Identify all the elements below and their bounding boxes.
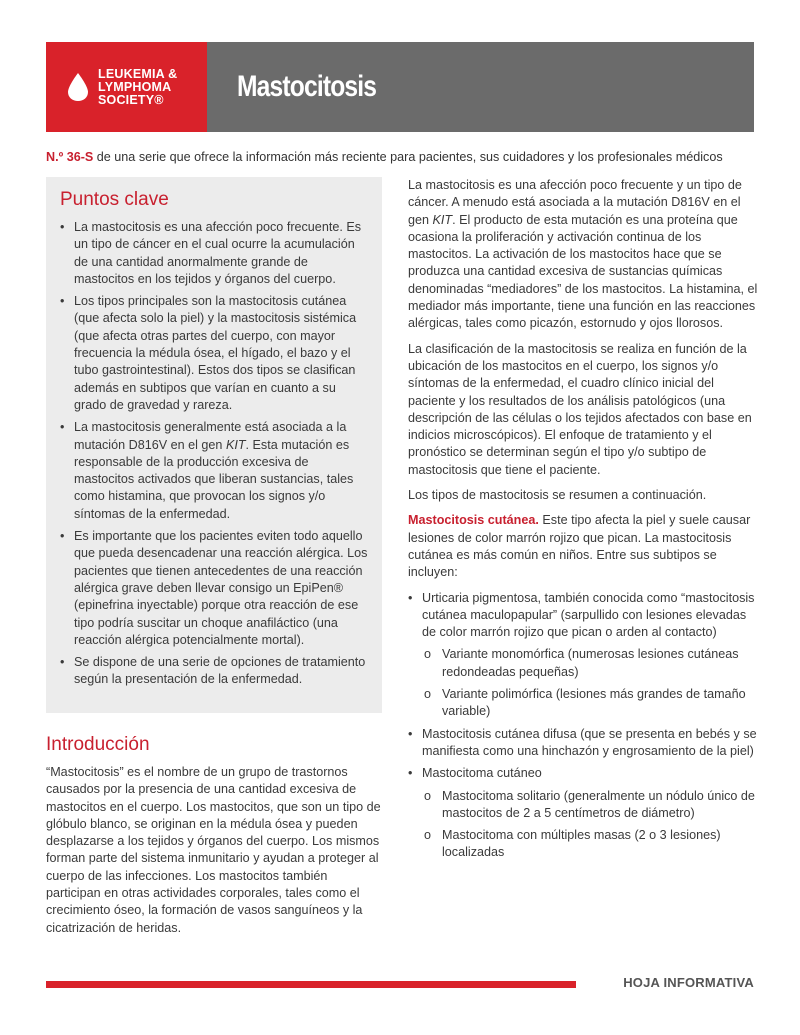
paragraph-classification: La clasificación de la mastocitosis se realiza en función de la ubicación de los mastocitos en el cuerpo, los signos y/o síntomas de la enfermedad, el cuadro clínico inicial del paciente y los resultados de los análisis patológicos (una descripción de las células o los tejidos afectados con base en indicios microscópicos). El enfoque de tratamiento y el pronóstico se determinan según el tipo y/o subtipo de mastocitosis que tiene el paciente. xyxy=(408,341,752,477)
key-points-box xyxy=(46,177,382,713)
logo-line-2: LYMPHOMA xyxy=(98,79,172,94)
page-title: Mastocitosis xyxy=(237,70,377,103)
sub-list xyxy=(422,646,758,720)
sub-list-item: o Mastocitoma solitario (generalmente un nódulo único de mastocitos de 2 a 5 centímetros de diámetro) xyxy=(422,788,758,823)
list-item xyxy=(60,654,370,689)
paragraph-definition xyxy=(408,177,758,333)
list-item xyxy=(60,219,370,288)
footer-label: HOJA INFORMATIVA xyxy=(623,975,754,990)
series-line xyxy=(46,150,766,164)
title-bar xyxy=(207,42,754,132)
paragraph-cutaneous xyxy=(408,512,758,581)
list-item xyxy=(408,590,758,721)
list-item-text: Se dispone de una serie de opciones de tratamiento según la presentación de la enfermedad. xyxy=(74,655,366,687)
list-item xyxy=(60,419,370,523)
blood-drop-icon xyxy=(68,73,88,101)
list-item-text: La mastocitosis generalmente está asociada a la mutación D816V en el gen xyxy=(74,420,347,452)
series-number: N.º 36-S xyxy=(46,150,94,164)
list-item-text: Los tipos principales son la mastocitosis cutánea (que afecta solo la piel) y la mastocitosis sistémica (que afecta otras partes del cuerpo, con mayor frecuencia la médula ósea, el hígado, el bazo y el tubo gastrointestinal). Estos dos tipos se clasifican además en subtipos que varían en cuanto a su grado de gravedad y rareza. xyxy=(74,294,357,412)
intro-paragraph: “Mastocitosis” es el nombre de un grupo de trastornos causados por la presencia de una cantidad excesiva de mastocitos en el cuerpo. Los mastocitos, que son un tipo de glóbulo blanco, se originan en la médula ósea y pueden desplazarse a los tejidos y órganos del cuerpo. Los mismos forman parte del sistema inmunitario y ayudan a proteger al cuerpo de las infecciones. Los mastocitos también participan en otras actividades corporales, tales como el crecimiento óseo, la formación de vasos sanguíneos y la cicatrización de heridas. xyxy=(46,765,381,935)
list-item xyxy=(60,528,370,649)
header-banner xyxy=(46,42,754,132)
paragraph-text-cont: . El producto de esta mutación es una proteína que ocasiona la proliferación y activación continua de los mastocitos. La activación de los mastocitos hace que se produzca una cantidad excesiva de sustancias químicas denominadas “mediadores” de los mastocitos. La histamina, el mediador más importante, tiene una función en las reacciones alérgicas, tales como picazón, estornudo y ojos llorosos. xyxy=(408,212,758,331)
subtypes-list xyxy=(408,590,758,862)
gene-name: KIT xyxy=(225,437,246,452)
list-item xyxy=(408,726,758,761)
logo-line-1: LEUKEMIA & xyxy=(98,66,178,81)
sub-list-item: o Mastocitoma con múltiples masas (2 o 3 lesiones) localizadas xyxy=(422,827,758,862)
sub-list xyxy=(422,788,758,862)
list-item-text: Mastocitoma cutáneo xyxy=(422,766,542,781)
list-item xyxy=(60,293,370,414)
sub-list-item: o Variante monomórfica (numerosas lesiones cutáneas redondeadas pequeñas) xyxy=(422,646,758,681)
series-text: de una serie que ofrece la información más reciente para pacientes, sus cuidadores y los profesionales médicos xyxy=(93,150,723,164)
gene-name: KIT xyxy=(432,212,453,227)
lls-logo[interactable] xyxy=(46,42,207,132)
list-item xyxy=(408,765,758,861)
logo-wordmark xyxy=(98,68,177,107)
intro-title: Introducción xyxy=(46,734,150,755)
right-column xyxy=(408,177,758,867)
key-points-list xyxy=(60,219,370,689)
sub-list-item: o Variante polimórfica (lesiones más grandes de tamaño variable) xyxy=(422,686,758,721)
list-item-text: La mastocitosis es una afección poco frecuente. Es un tipo de cáncer en el cual ocurre la acumulación de una cantidad anormalmente grande de mastocitos en los tejidos y órganos del cuerpo. xyxy=(74,220,362,286)
list-item-text-cont: . Esta mutación es responsable de la producción excesiva de mastocitos activados que liberan sustancias, tales como histamina, que provocan los signos y/o síntomas de la enfermedad. xyxy=(74,437,354,521)
list-item-text: Urticaria pigmentosa, también conocida como “mastocitosis cutánea maculopapular” (sarpullido con lesiones elevadas de color marrón rojizo que pican o arden al contacto) xyxy=(422,590,755,640)
cutaneous-heading: Mastocitosis cutánea. xyxy=(408,513,539,528)
paragraph-text: La mastocitosis es una afección poco frecuente y un tipo de cáncer. A menudo está asociada a la mutación D816V en el gen xyxy=(408,178,742,227)
footer-divider xyxy=(46,981,576,988)
paragraph-text: Este tipo afecta la piel y suele causar lesiones de color marrón rojizo que pican. La mastocitosis cutánea es más común en niños. Entre sus subtipos se incluyen: xyxy=(408,513,751,580)
paragraph-types-intro: Los tipos de mastocitosis se resumen a continuación. xyxy=(408,488,707,503)
logo-line-3: SOCIETY® xyxy=(98,92,164,107)
list-item-text: Mastocitosis cutánea difusa (que se presenta en bebés y se manifiesta como una hinchazón y engrosamiento de la piel) xyxy=(422,726,757,758)
key-points-title: Puntos clave xyxy=(60,189,169,210)
intro-section xyxy=(46,734,382,937)
list-item-text: Es importante que los pacientes eviten todo aquello que pueda desencadenar una reacción alérgica. Los pacientes que tienen antecedentes de una reacción alérgica grave deben llevar consigo un EpiPen® (epinefrina inyectable) porque otra reacción de ese tipo podría suscitar un choque anafiláctico (una reacción alérgica potencialmente mortal). xyxy=(74,529,368,647)
